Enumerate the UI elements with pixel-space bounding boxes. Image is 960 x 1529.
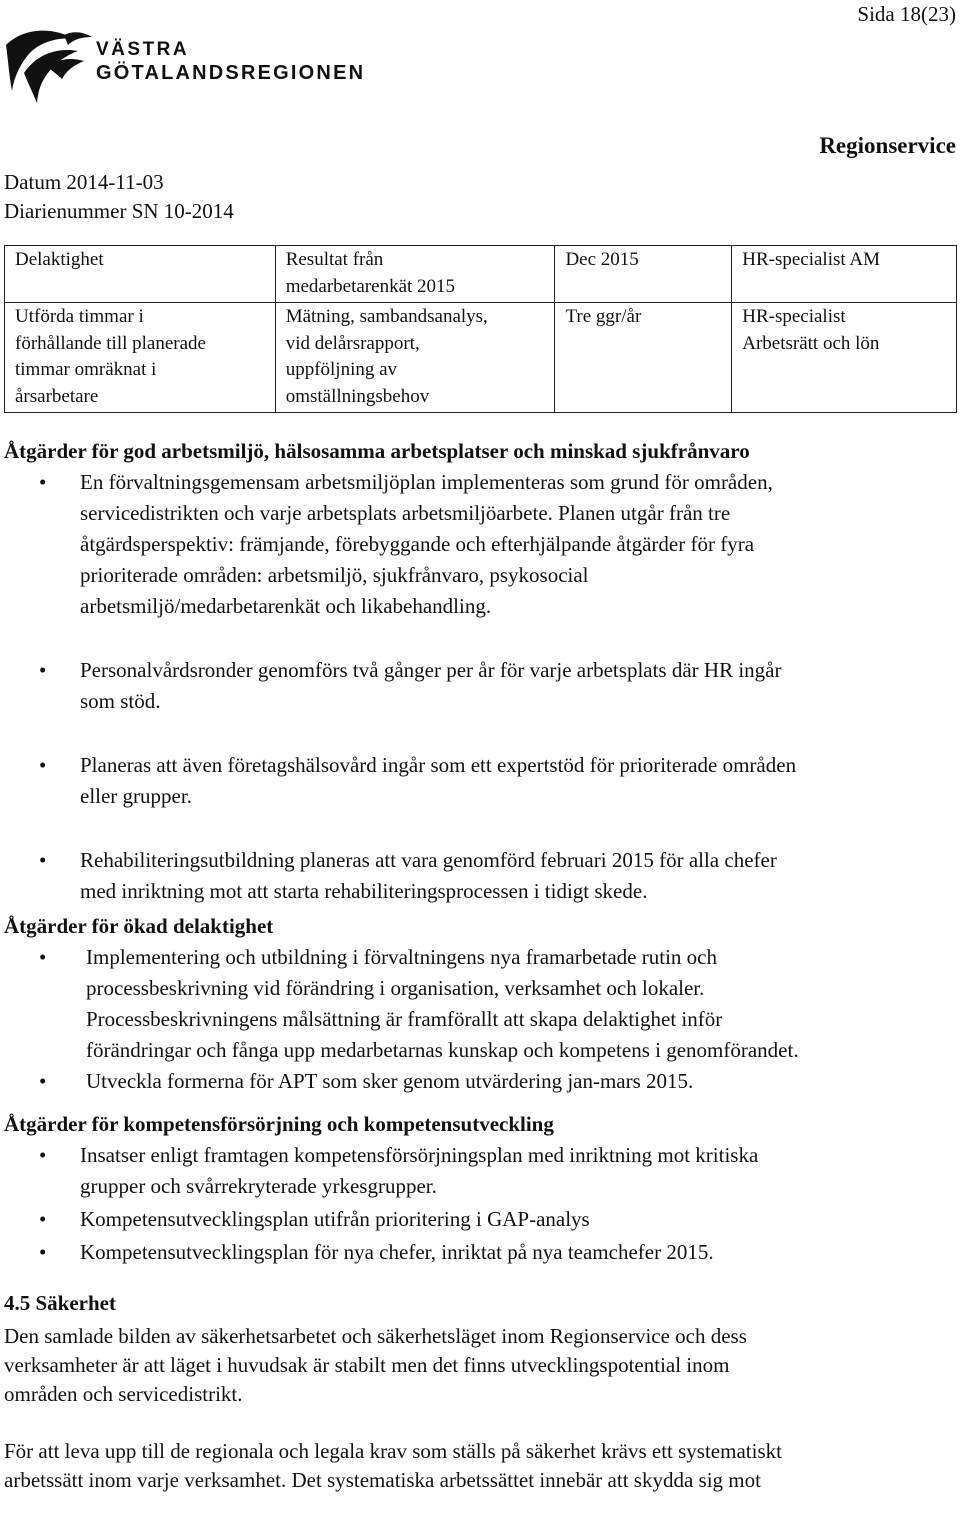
cell-line: årsarbetare	[15, 385, 99, 407]
list-item-line: arbetsmiljö/medarbetarenkät och likabehandling.	[80, 594, 492, 618]
list-item-line: eller grupper.	[80, 784, 192, 808]
document-meta	[4, 168, 234, 226]
paragraph-line: arbetssätt inom varje verksamhet. Det systematiska arbetssättet innebär att skydda sig mot	[4, 1468, 761, 1492]
section-title-security: 4.5 Säkerhet	[4, 1291, 116, 1315]
document-date: Datum 2014-11-03	[4, 170, 164, 194]
cell-line: omställningsbehov	[285, 385, 430, 407]
cell-line: timmar omräknat i	[15, 359, 157, 380]
section-health	[4, 436, 954, 907]
bullet-icon: •	[39, 848, 47, 872]
table-cell	[555, 246, 732, 303]
list-item-line: Insatser enligt framtagen kompetensförsörjningsplan med inriktning mot kritiska	[80, 1143, 759, 1167]
list-health	[4, 467, 954, 907]
security-paragraph-1	[4, 1322, 954, 1409]
list-item	[4, 1140, 954, 1202]
section-heading-health: Åtgärder för god arbetsmiljö, hälsosamma arbetsplatser och minskad sjukfrånvaro	[4, 439, 750, 463]
list-item-line: Personalvårdsronder genomförs två gånger per år för varje arbetsplats där HR ingår	[80, 658, 782, 682]
list-participation	[4, 942, 954, 1097]
section-security	[4, 1289, 954, 1495]
bullet-icon: •	[39, 1240, 47, 1264]
cell-line: Utförda timmar i	[15, 306, 144, 327]
table-cell	[732, 303, 957, 413]
cell-line: Dec 2015	[565, 249, 639, 270]
list-item	[4, 467, 954, 622]
list-item-line: Implementering och utbildning i förvaltningens nya framarbetade rutin och	[86, 945, 717, 969]
bullet-icon: •	[39, 753, 47, 777]
paragraph-line: För att leva upp till de regionala och legala krav som ställs på säkerhet krävs ett systematiskt	[4, 1439, 782, 1463]
table-cell	[275, 303, 555, 413]
cell-line: medarbetarenkät 2015	[285, 275, 456, 297]
bullet-icon: •	[39, 1069, 47, 1093]
table-cell	[555, 303, 732, 413]
list-item-line: åtgärdsperspektiv: främjande, förebyggande och efterhjälpande åtgärder för fyra	[80, 532, 755, 556]
list-item-line: Utveckla formerna för APT som sker genom utvärdering jan-mars 2015.	[86, 1069, 694, 1093]
list-item-line: grupper och svårrekryterade yrkesgrupper.	[80, 1174, 437, 1198]
list-item-line: processbeskrivning vid förändring i organisation, verksamhet och lokaler.	[86, 976, 705, 1000]
list-item-line: Planeras att även företagshälsovård ingår som ett expertstöd för prioriterade områden	[80, 753, 797, 777]
cell-line: vid delårsrapport,	[285, 332, 420, 354]
table-row	[5, 246, 957, 303]
table-cell	[5, 303, 276, 413]
bullet-icon: •	[39, 1143, 47, 1167]
cell-line: Resultat från	[285, 249, 384, 270]
page-number: Sida 18(23)	[857, 2, 956, 26]
list-item	[4, 750, 954, 812]
bullet-icon: •	[39, 1207, 47, 1231]
section-competence	[4, 1109, 954, 1268]
logo-emblem-icon	[6, 25, 96, 105]
list-item	[4, 1237, 954, 1268]
table-cell	[5, 246, 276, 303]
cell-line: förhållande till planerade	[15, 332, 206, 354]
diary-number: Diarienummer SN 10-2014	[4, 199, 234, 223]
cell-line: Delaktighet	[15, 249, 104, 270]
paragraph-line: områden och servicedistrikt.	[4, 1382, 243, 1406]
list-item-line: prioriterade områden: arbetsmiljö, sjukfrånvaro, psykosocial	[80, 563, 589, 587]
list-item	[4, 1204, 954, 1235]
cell-line: Mätning, sambandsanalys,	[285, 306, 488, 327]
table-cell	[275, 246, 555, 303]
logo-wordmark	[96, 39, 365, 85]
list-item-line: Kompetensutvecklingsplan utifrån prioritering i GAP-analys	[80, 1207, 590, 1231]
paragraph-line: Den samlade bilden av säkerhetsarbetet och säkerhetsläget inom Regionservice och dess	[4, 1324, 747, 1348]
org-unit-title: Regionservice	[819, 133, 956, 158]
section-participation	[4, 911, 954, 1097]
section-heading-competence: Åtgärder för kompetensförsörjning och kompetensutveckling	[4, 1112, 554, 1136]
bullet-icon: •	[39, 470, 47, 494]
list-item-line: förändringar och fånga upp medarbetarnas kunskap och kompetens i genomförandet.	[86, 1038, 799, 1062]
table-row	[5, 303, 957, 413]
list-item	[4, 845, 954, 907]
list-item-line: servicedistrikten och varje arbetsplats arbetsmiljöarbete. Planen utgår från tre	[80, 501, 731, 525]
list-item-line: med inriktning mot att starta rehabiliteringsprocessen i tidigt skede.	[80, 879, 648, 903]
bullet-icon: •	[39, 658, 47, 682]
plan-table	[4, 245, 957, 413]
cell-line: HR-specialist	[742, 306, 846, 327]
cell-line: Tre ggr/år	[565, 306, 642, 327]
paragraph-line: verksamheter är att läget i huvudsak är stabilt men det finns utvecklingspotential inom	[4, 1353, 730, 1377]
list-item-line: som stöd.	[80, 689, 161, 713]
cell-line: Arbetsrätt och lön	[742, 332, 880, 354]
table-cell	[732, 246, 957, 303]
section-heading-participation: Åtgärder för ökad delaktighet	[4, 914, 274, 938]
list-item-line: Processbeskrivningens målsättning är framförallt att skapa delaktighet inför	[86, 1007, 723, 1031]
list-item-line: En förvaltningsgemensam arbetsmiljöplan implementeras som grund för områden,	[80, 470, 773, 494]
list-item	[4, 942, 954, 1066]
logo-line-1: VÄSTRA	[96, 39, 190, 60]
cell-line: HR-specialist AM	[742, 249, 880, 270]
document-body	[4, 436, 954, 1495]
list-item-line: Kompetensutvecklingsplan för nya chefer, inriktat på nya teamchefer 2015.	[80, 1240, 714, 1264]
cell-line: uppföljning av	[285, 359, 398, 380]
list-item	[4, 655, 954, 717]
vgr-logo	[6, 25, 386, 105]
bullet-icon: •	[39, 945, 47, 969]
list-item-line: Rehabiliteringsutbildning planeras att vara genomförd februari 2015 för alla chefer	[80, 848, 777, 872]
security-paragraph-2	[4, 1437, 954, 1495]
logo-line-2: GÖTALANDSREGIONEN	[96, 62, 366, 84]
list-competence	[4, 1140, 954, 1268]
list-item	[4, 1066, 954, 1097]
